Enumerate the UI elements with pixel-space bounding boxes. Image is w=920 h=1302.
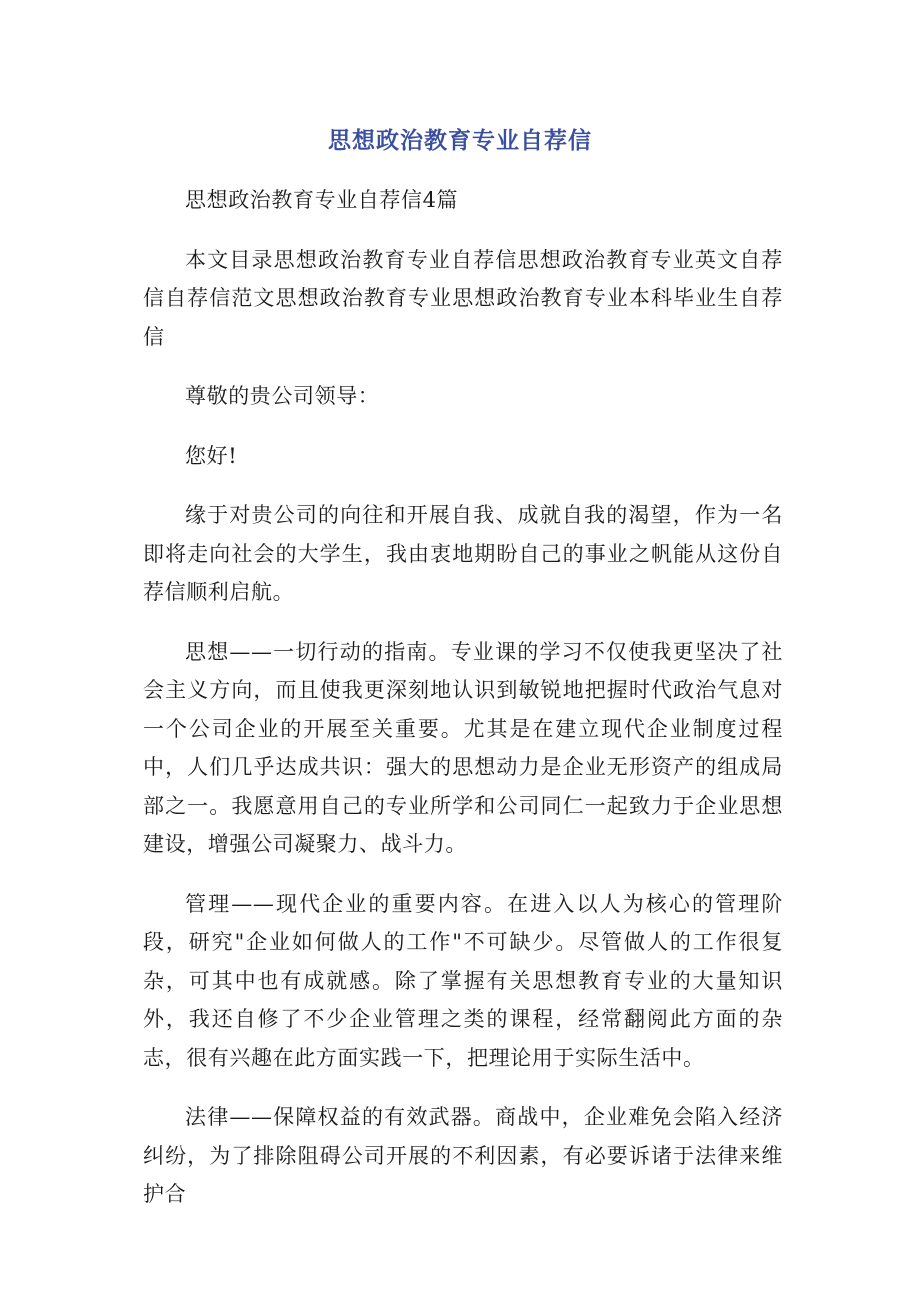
intro-paragraph: 缘于对贵公司的向往和开展自我、成就自我的渴望，作为一名即将走向社会的大学生，我由衷地期盼自己的事业之帆能从这份自荐信顺利启航。 [143,503,783,604]
law-paragraph: 法律——保障权益的有效武器。商战中，企业难免会陷入经济纠纷，为了排除阻碍公司开展的不利因素，有必要诉诸于法律来维护合 [143,1105,783,1206]
subtitle-paragraph: 思想政治教育专业自荐信4篇 [185,188,459,212]
greeting-paragraph: 您好! [185,443,238,468]
salutation-paragraph: 尊敬的贵公司领导： [185,384,380,408]
table-of-contents-paragraph: 本文目录思想政治教育专业自荐信思想政治教育专业英文自荐信自荐信范文思想政治教育专业思想政治教育专业本科毕业生自荐信 [143,247,783,349]
thought-paragraph: 思想——一切行动的指南。专业课的学习不仅使我更坚决了社会主义方向，而且使我更深刻地认识到敏锐地把握时代政治气息对一个公司企业的开展至关重要。尤其是在建立现代企业制度过程中，人们几乎达成共识：强大的思想动力是企业无形资产的组成局部之一。我愿意用自己的专业所学和公司同仁一起致力于企业思想建设，增强公司凝聚力、战斗力。 [143,639,783,856]
document-title: 思想政治教育专业自荐信 [328,128,592,154]
document-body [143,181,783,1235]
management-paragraph: 管理——现代企业的重要内容。在进入以人为核心的管理阶段，研究"企业如何做人的工作"不可缺少。尽管做人的工作很复杂，可其中也有成就感。除了掌握有关思想教育专业的大量知识外，我还自修了不少企业管理之类的课程，经常翻阅此方面的杂志，很有兴趣在此方面实践一下，把理论用于实际生活中。 [143,891,783,1070]
